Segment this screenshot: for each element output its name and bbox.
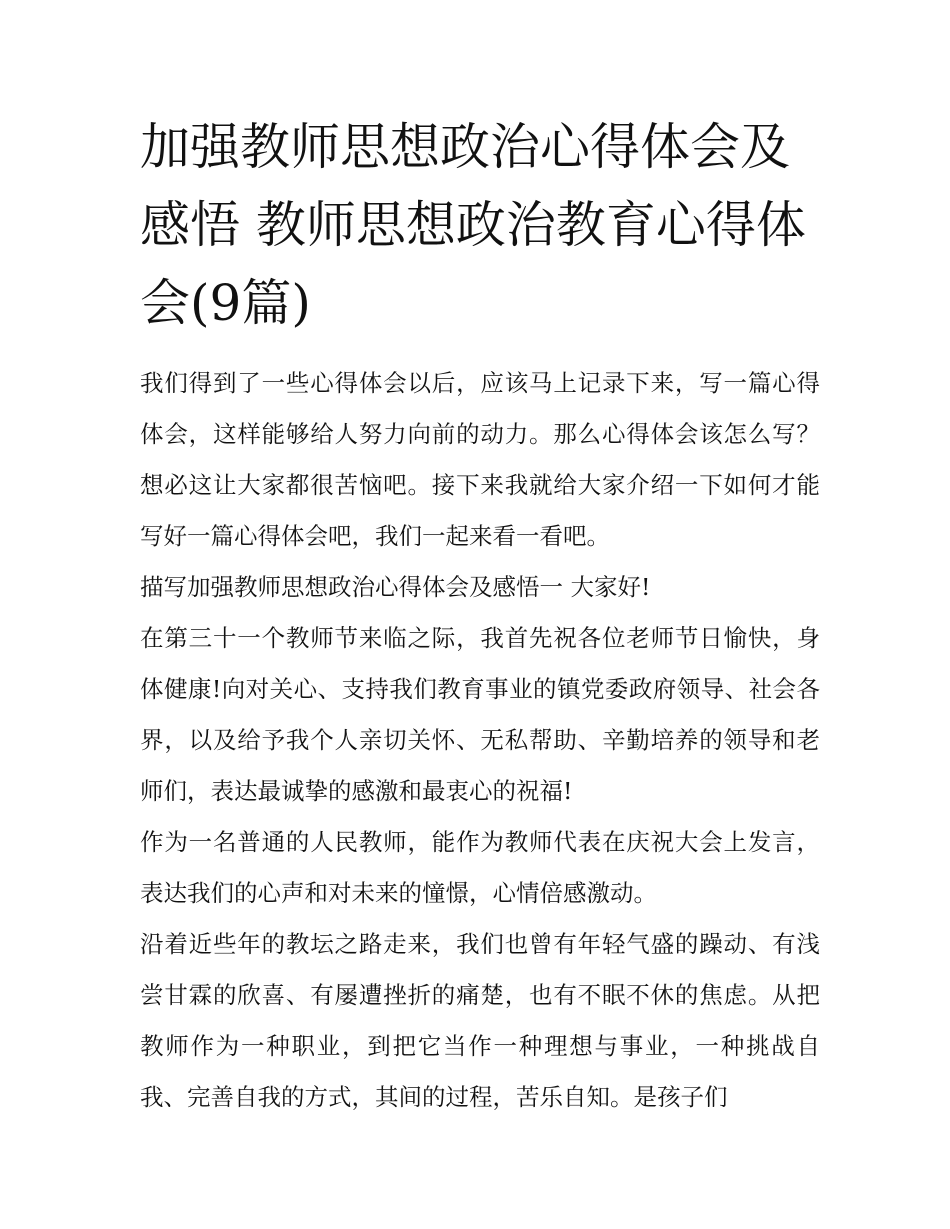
paragraph-intro: 我们得到了一些心得体会以后，应该马上记录下来，写一篇心得体会，这样能够给人努力向前的动力。那么心得体会该怎么写？想必这让大家都很苦恼吧。接下来我就给大家介绍一下如何才能写好一篇心得体会吧，我们一起来看一看吧。 <box>140 369 820 550</box>
paragraph-teachers-day: 在第三十一个教师节来临之际，我首先祝各位老师节日愉快，身体健康!向对关心、支持我们教育事业的镇党委政府领导、社会各界，以及给予我个人亲切关怀、无私帮助、辛勤培养的领导和老师们，表达最诚挚的感激和最衷心的祝福! <box>140 624 820 805</box>
paragraph-greeting: 描写加强教师思想政治心得体会及感悟一 大家好! <box>140 573 651 601</box>
document-title: 加强教师思想政治心得体会及感悟 教师思想政治教育心得体会(9篇) <box>140 118 806 332</box>
document-body <box>140 358 820 1123</box>
paragraph-representative: 作为一名普通的人民教师，能作为教师代表在庆祝大会上发言，表达我们的心声和对未来的憧憬，心情倍感激动。 <box>140 828 820 907</box>
paragraph-journey: 沿着近些年的教坛之路走来，我们也曾有年轻气盛的躁动、有浅尝甘霖的欣喜、有屡遭挫折的痛楚，也有不眠不休的焦虑。从把教师作为一种职业，到把它当作一种理想与事业，一种挑战自我、完善自我的方式，其间的过程，苦乐自知。是孩子们 <box>140 930 820 1111</box>
